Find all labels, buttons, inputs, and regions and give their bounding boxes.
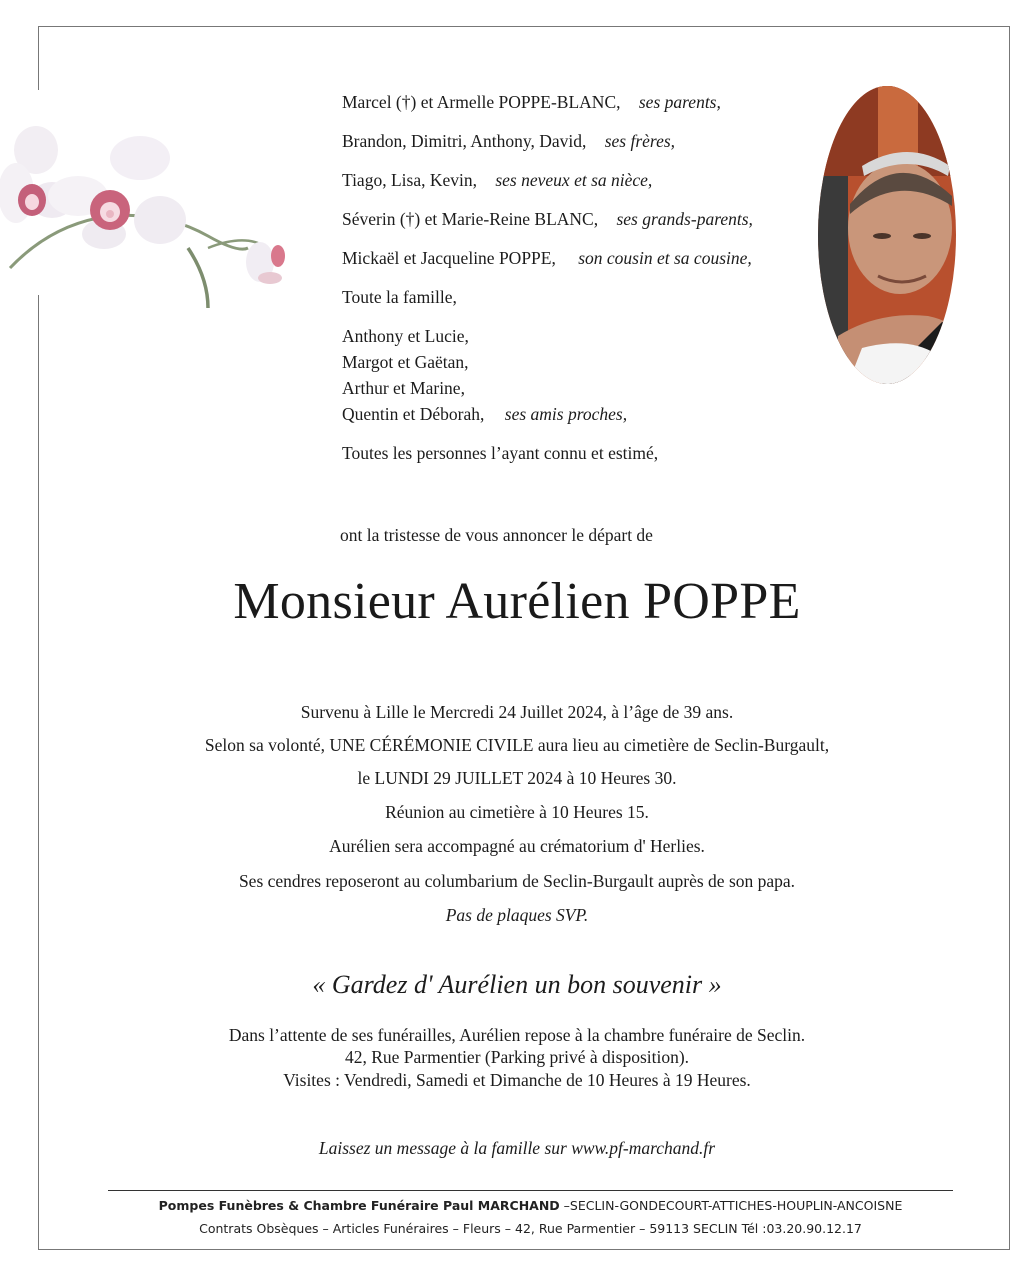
- friend-names: Quentin et Déborah,: [342, 404, 485, 424]
- detail-line: Aurélien sera accompagné au crématorium d' Herlies.: [329, 836, 705, 856]
- family-line-cousins: [342, 248, 752, 268]
- detail-line: Selon sa volonté, UNE CÉRÉMONIE CIVILE aura lieu au cimetière de Seclin-Burgault,: [204, 735, 830, 755]
- footer-divider: [108, 1190, 953, 1191]
- family-line-parents: [342, 92, 721, 112]
- family-relation: ses grands-parents,: [616, 209, 753, 229]
- friend-names: Anthony et Lucie,: [342, 326, 469, 346]
- detail-line: Ses cendres reposeront au columbarium de Seclin-Burgault auprès de son papa.: [238, 871, 796, 891]
- portrait-photo: [818, 86, 956, 384]
- family-names: Marcel (†) et Armelle POPPE-BLANC,: [342, 92, 621, 112]
- friend-line: [342, 352, 469, 372]
- all-persons-line: Toutes les personnes l’ayant connu et estimé,: [342, 443, 659, 463]
- family-line-nephews: [342, 170, 652, 190]
- friend-line: [342, 404, 627, 424]
- family-relation: son cousin et sa cousine,: [578, 248, 752, 268]
- friend-line: [342, 378, 465, 398]
- family-relation: ses neveux et sa nièce,: [495, 170, 653, 190]
- rest-line: Dans l’attente de ses funérailles, Aurélien repose à la chambre funéraire de Seclin.: [228, 1025, 806, 1045]
- friends-relation: ses amis proches,: [504, 404, 628, 424]
- detail-line: Survenu à Lille le Mercredi 24 Juillet 2024, à l’âge de 39 ans.: [300, 702, 734, 722]
- funeral-home-towns: –SECLIN-GONDECOURT-ATTICHES-HOUPLIN-ANCOISNE: [559, 1198, 903, 1213]
- no-plaques-note: Pas de plaques SVP.: [445, 905, 589, 925]
- footer-line-1: [108, 1198, 953, 1213]
- family-line-brothers: [342, 131, 675, 151]
- family-names: Mickaël et Jacqueline POPPE,: [342, 248, 556, 268]
- family-names: Toute la famille,: [342, 287, 457, 307]
- family-names: Brandon, Dimitri, Anthony, David,: [342, 131, 587, 151]
- detail-line: le LUNDI 29 JUILLET 2024 à 10 Heures 30.: [357, 768, 677, 788]
- family-relation: ses parents,: [638, 92, 721, 112]
- rest-line: Visites : Vendredi, Samedi et Dimanche de 10 Heures à 19 Heures.: [283, 1070, 751, 1090]
- friend-line: [342, 326, 469, 346]
- footer-line-2: Contrats Obsèques – Articles Funéraires – Fleurs – 42, Rue Parmentier – 59113 SECLIN Tél :03.20.90.12.17: [199, 1221, 862, 1236]
- memorial-quote: « Gardez d' Aurélien un bon souvenir »: [312, 970, 722, 999]
- family-names: Tiago, Lisa, Kevin,: [342, 170, 477, 190]
- orchid-flower-decoration: [8, 118, 300, 314]
- announcement-text: ont la tristesse de vous annoncer le départ de: [340, 525, 653, 545]
- family-names: Séverin (†) et Marie-Reine BLANC,: [342, 209, 599, 229]
- friend-names: Arthur et Marine,: [342, 378, 465, 398]
- funeral-home-name: Pompes Funèbres & Chambre Funéraire Paul MARCHAND: [158, 1198, 560, 1213]
- deceased-name: Monsieur Aurélien POPPE: [233, 573, 801, 630]
- rest-line: 42, Rue Parmentier (Parking privé à disposition).: [344, 1047, 690, 1067]
- detail-line: Réunion au cimetière à 10 Heures 15.: [385, 802, 649, 822]
- message-invitation: Laissez un message à la famille sur www.pf-marchand.fr: [318, 1138, 716, 1158]
- family-line-all-family: [342, 287, 457, 307]
- family-line-grandparents: [342, 209, 753, 229]
- friend-names: Margot et Gaëtan,: [342, 352, 469, 372]
- family-relation: ses frères,: [604, 131, 676, 151]
